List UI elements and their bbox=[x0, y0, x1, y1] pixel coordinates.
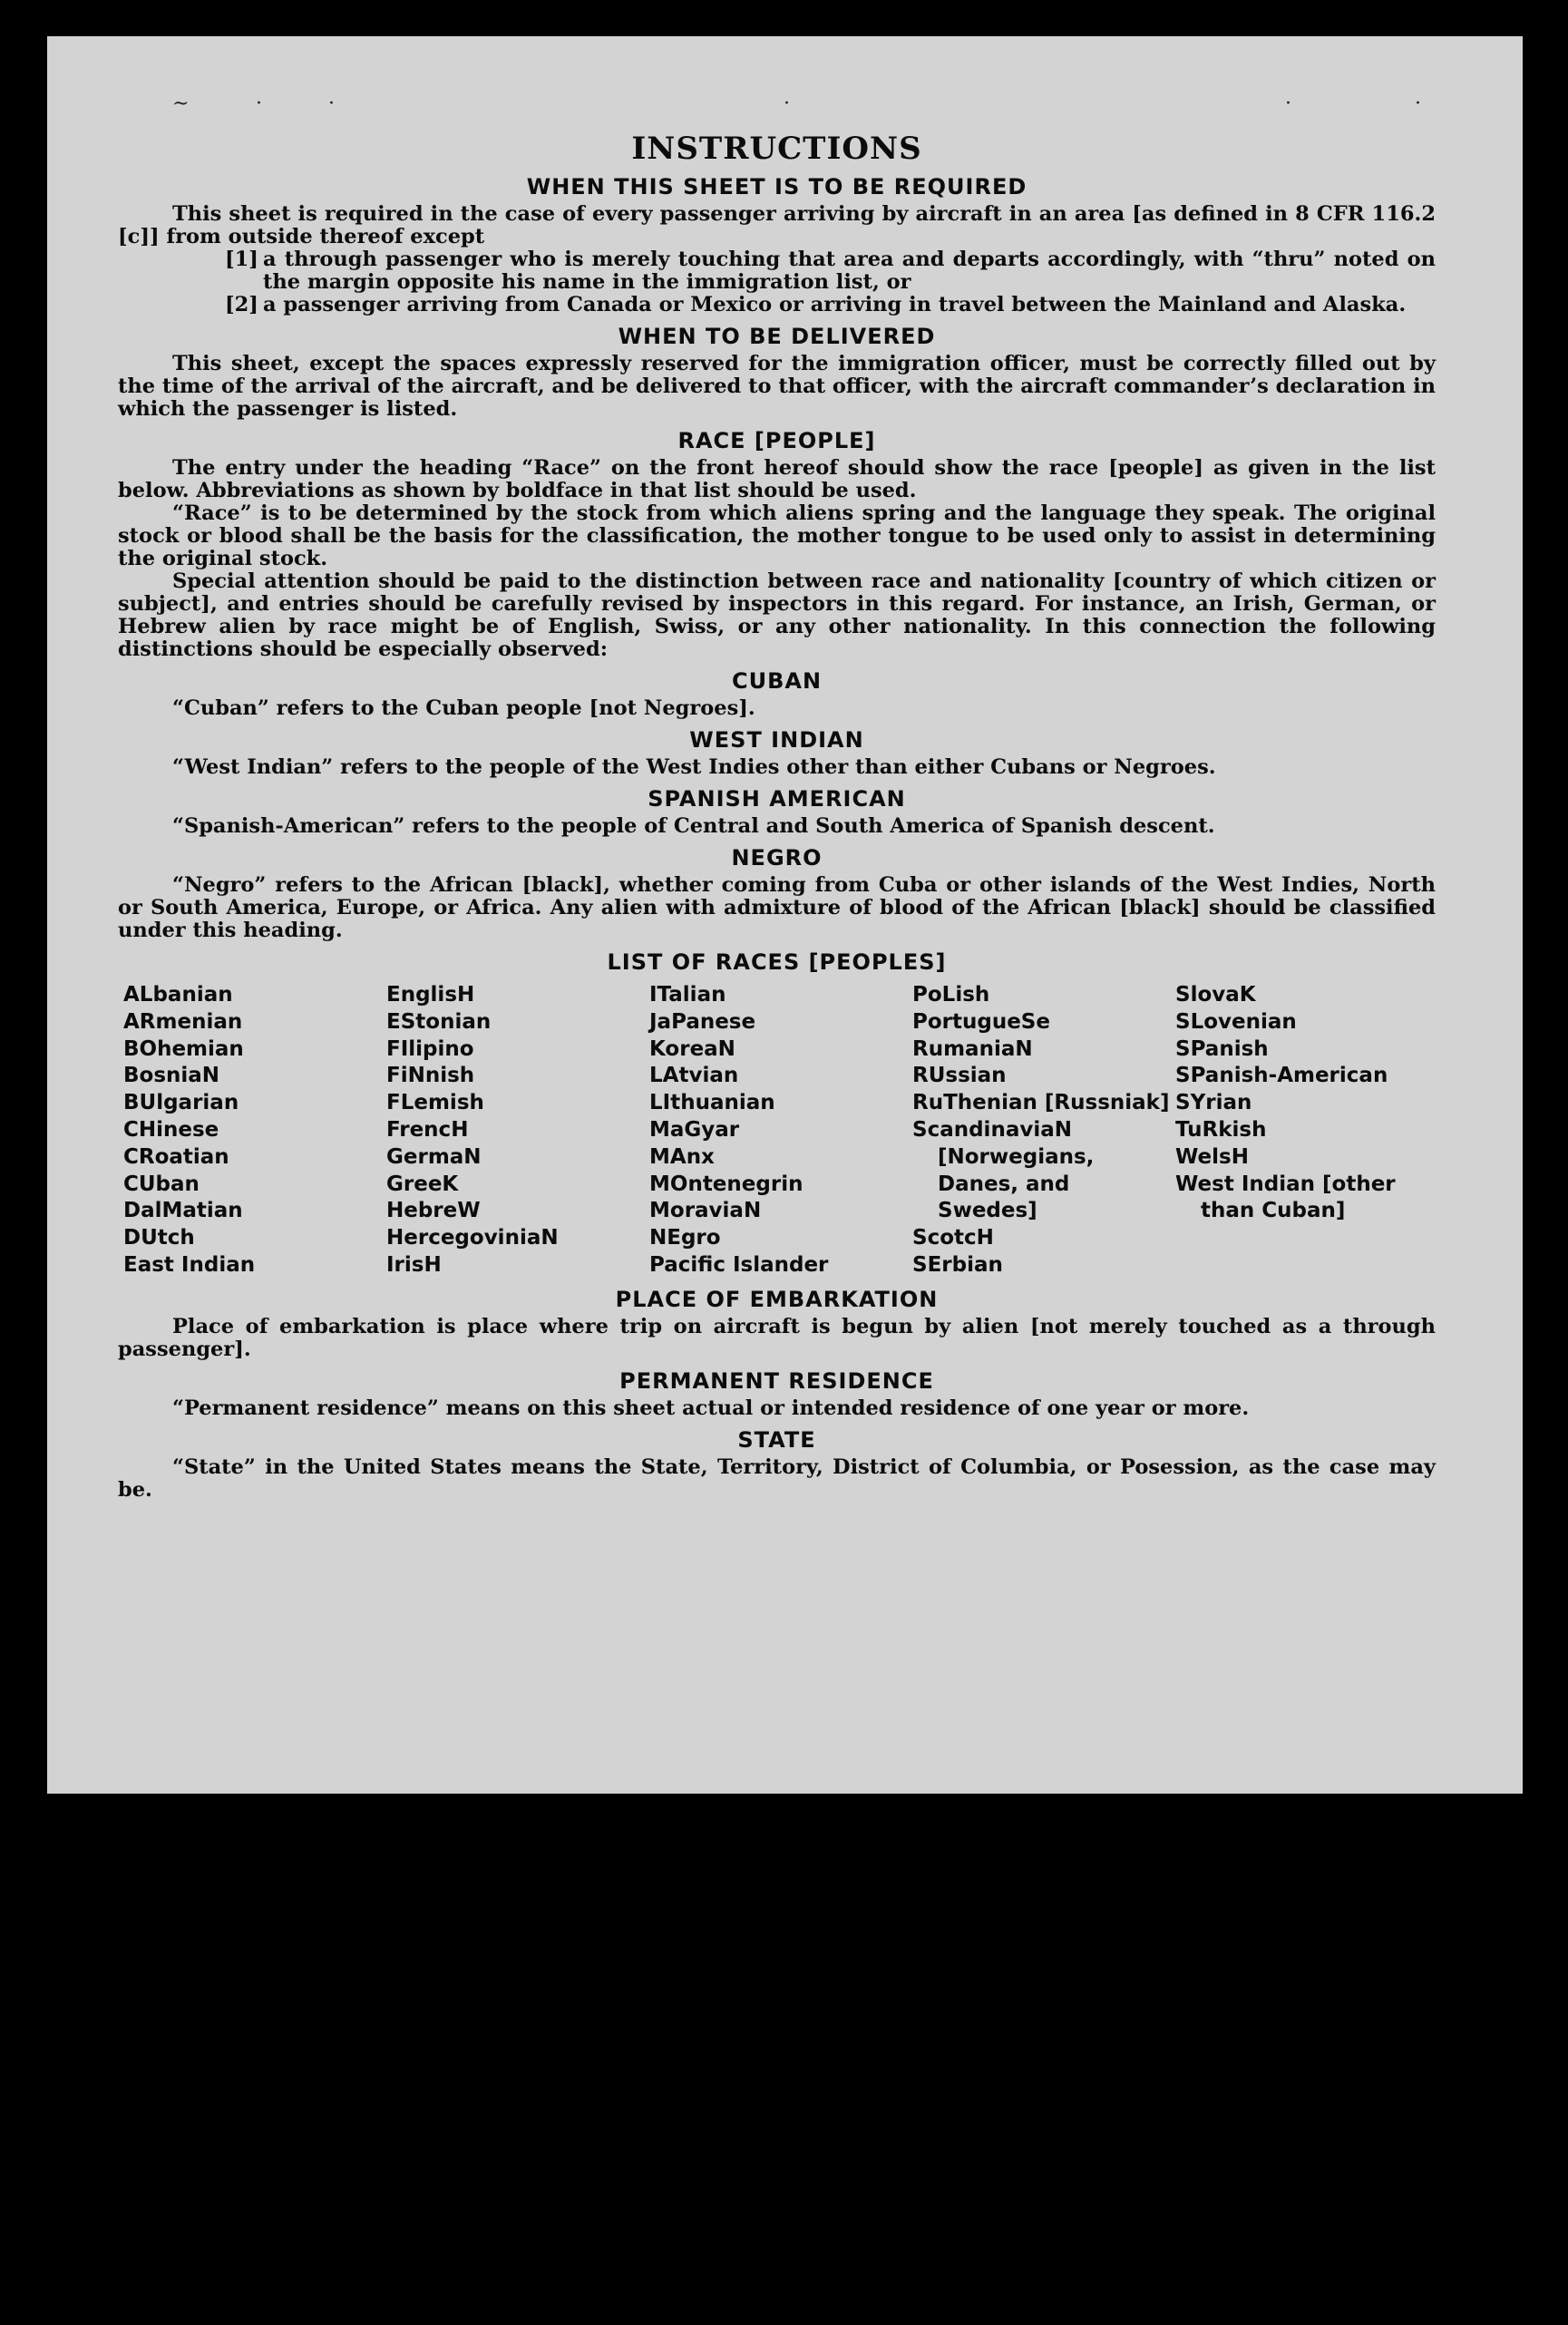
heading-cuban: CUBAN bbox=[731, 668, 823, 694]
state-text: “State” in the United States means the State, Territory, District of Columbia, or Posession, as the case may be. bbox=[118, 1454, 1436, 1502]
race-entry: ScotcH bbox=[912, 1226, 994, 1250]
race-entry: SPanish bbox=[1175, 1036, 1269, 1061]
heading-state: STATE bbox=[737, 1426, 816, 1453]
races-column bbox=[649, 982, 912, 1279]
race-entry: MAnx bbox=[649, 1144, 715, 1169]
race-entry: MaGyar bbox=[649, 1117, 740, 1142]
heading-list-of-races: LIST OF RACES [PEOPLES] bbox=[607, 949, 947, 975]
exception-item bbox=[225, 294, 1436, 316]
race-entry: FrencH bbox=[386, 1117, 469, 1142]
race-entry: TuRkish bbox=[1175, 1117, 1267, 1142]
scan-mark: · bbox=[1285, 92, 1291, 115]
race-entry: SlovaK bbox=[1175, 983, 1256, 1007]
races-column bbox=[123, 982, 386, 1279]
race-entry: East Indian bbox=[123, 1252, 256, 1277]
exception-text: a through passenger who is merely touching that area and departs accordingly, with “thru” noted on the margin opposite his name in the immigration list, or bbox=[263, 248, 1436, 294]
race-entry: HercegoviniaN bbox=[386, 1226, 559, 1250]
race-entry: DalMatian bbox=[123, 1199, 243, 1223]
race-entry: GermaN bbox=[386, 1144, 482, 1169]
heading-permanent-residence: PERMANENT RESIDENCE bbox=[619, 1367, 934, 1394]
spanish-american-text: “Spanish-American” refers to the people of Central and South America of Spanish descent. bbox=[172, 814, 1215, 838]
race-entry: Pacific Islander bbox=[649, 1252, 829, 1277]
when-delivered-text: This sheet, except the spaces expressly reserved for the immigration officer, must be correctly filled out by the time of the arrival of the aircraft, and be delivered to that officer, with the aircraft commander’s declaration in which the passenger is listed. bbox=[118, 352, 1436, 421]
west-indian-text: “West Indian” refers to the people of the West Indies other than either Cubans or Negroes. bbox=[172, 755, 1216, 779]
races-column bbox=[386, 982, 649, 1279]
race-entry: LIthuanian bbox=[649, 1091, 775, 1115]
race-entry: ITalian bbox=[649, 983, 726, 1007]
race-entry: LAtvian bbox=[649, 1064, 739, 1088]
race-entry: West Indian [other than Cuban] bbox=[1175, 1172, 1396, 1223]
scan-marks bbox=[47, 92, 1523, 115]
race-entry: RUssian bbox=[912, 1064, 1007, 1088]
instruction-sheet bbox=[47, 36, 1523, 1794]
race-entry: CRoatian bbox=[123, 1144, 229, 1169]
race-entry: SLovenian bbox=[1175, 1009, 1297, 1034]
race-entry: BUlgarian bbox=[123, 1091, 239, 1115]
heading-embarkation: PLACE OF EMBARKATION bbox=[615, 1286, 939, 1312]
race-entry: BosniaN bbox=[123, 1064, 220, 1088]
exception-item bbox=[225, 248, 1436, 294]
heading-when-required: WHEN THIS SHEET IS TO BE REQUIRED bbox=[526, 174, 1027, 199]
race-entry: PoLish bbox=[912, 983, 990, 1007]
permanent-residence-text: “Permanent residence” means on this sheet actual or intended residence of one year or more. bbox=[172, 1396, 1250, 1420]
race-entry: GreeK bbox=[386, 1172, 459, 1196]
race-entry: WelsH bbox=[1175, 1144, 1249, 1169]
race-entry: JaPanese bbox=[649, 1009, 756, 1034]
race-entry: FLemish bbox=[386, 1091, 484, 1115]
race-paragraph: “Race” is to be determined by the stock from which aliens spring and the language they speak. The original stock or blood shall be the basis for the classification, the mother tongue to be used only to assist in determining the original stock. bbox=[118, 501, 1436, 570]
race-entry: HebreW bbox=[386, 1199, 481, 1223]
negro-text: “Negro” refers to the African [black], whether coming from Cuba or other islands of the West Indies, North or South America, Europe, or Africa. Any alien with admixture of blood of the African [black] should be classified under this heading. bbox=[118, 873, 1436, 942]
embarkation-text: Place of embarkation is place where trip on aircraft is begun by alien [not merely touched as a through passenger]. bbox=[118, 1314, 1436, 1361]
race-entry: PortugueSe bbox=[912, 1009, 1050, 1034]
exception-text: a passenger arriving from Canada or Mexico or arriving in travel between the Mainland and Alaska. bbox=[263, 293, 1407, 316]
heading-spanish-american: SPANISH AMERICAN bbox=[648, 786, 906, 812]
scan-mark: ~ bbox=[172, 92, 190, 115]
page-title: INSTRUCTIONS bbox=[631, 131, 922, 167]
race-entry: RumaniaN bbox=[912, 1036, 1033, 1061]
cuban-text: “Cuban” refers to the Cuban people [not Negroes]. bbox=[172, 696, 755, 720]
race-paragraph: The entry under the heading “Race” on the front hereof should show the race [people] as given in the list below. Abbreviations as shown by boldface in that list should be used. bbox=[118, 456, 1436, 502]
scan-mark: · bbox=[784, 92, 790, 115]
race-entry: EStonian bbox=[386, 1009, 492, 1034]
race-entry: MoraviaN bbox=[649, 1199, 762, 1223]
race-entry: SYrian bbox=[1175, 1091, 1252, 1115]
race-paragraph: Special attention should be paid to the distinction between race and nationality [country of which citizen or subject], and entries should be carefully revised by inspectors in this regard. For instance, an Irish, German, or Hebrew alien by race might be of English, Swiss, or any other nationality. In this connection the following distinctions should be especially observed: bbox=[118, 569, 1436, 661]
race-entry: DUtch bbox=[123, 1226, 195, 1250]
heading-west-indian: WEST INDIAN bbox=[689, 727, 864, 753]
race-entry: CHinese bbox=[123, 1117, 219, 1142]
race-entry: EnglisH bbox=[386, 983, 475, 1007]
races-column bbox=[912, 982, 1175, 1279]
race-entry: SErbian bbox=[912, 1252, 1003, 1277]
race-entry: NEgro bbox=[649, 1226, 721, 1250]
exception-number: [2] bbox=[225, 293, 258, 316]
races-column bbox=[1175, 982, 1420, 1279]
race-entry: CUban bbox=[123, 1172, 200, 1196]
race-entry: ALbanian bbox=[123, 983, 233, 1007]
race-entry: FiNnish bbox=[386, 1064, 475, 1088]
race-entry: ScandinaviaN [Norwegians, Danes, and Swedes] bbox=[912, 1117, 1095, 1223]
race-entry: MOntenegrin bbox=[649, 1172, 803, 1196]
scan-mark: · bbox=[328, 92, 335, 115]
heading-when-delivered: WHEN TO BE DELIVERED bbox=[618, 324, 936, 349]
race-entry: BOhemian bbox=[123, 1036, 244, 1061]
race-entry: SPanish-American bbox=[1175, 1064, 1388, 1088]
heading-race: RACE [PEOPLE] bbox=[677, 428, 876, 453]
races-list bbox=[123, 982, 1436, 1279]
scan-mark: · bbox=[256, 92, 262, 115]
race-entry: KoreaN bbox=[649, 1036, 735, 1061]
exception-number: [1] bbox=[225, 248, 258, 271]
when-required-intro: This sheet is required in the case of every passenger arriving by aircraft in an area [as defined in 8 CFR 116.2 [c]] from outside thereof except bbox=[118, 202, 1436, 248]
race-entry: RuThenian [Russniak] bbox=[912, 1091, 1170, 1115]
race-entry: IrisH bbox=[386, 1252, 442, 1277]
scan-mark: · bbox=[1415, 92, 1421, 115]
race-entry: ARmenian bbox=[123, 1009, 243, 1034]
race-entry: FIlipino bbox=[386, 1036, 474, 1061]
heading-negro: NEGRO bbox=[731, 845, 823, 871]
